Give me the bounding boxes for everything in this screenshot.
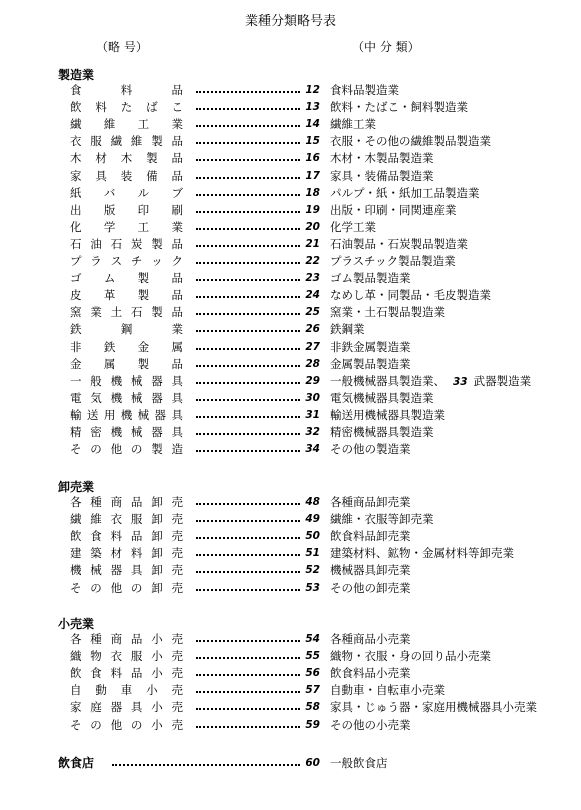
- category-name-text: パルプ・紙・紙加工品製造業: [330, 185, 480, 200]
- category-code: 59: [305, 718, 320, 731]
- table-row: [0, 494, 581, 511]
- table-row: [0, 424, 581, 441]
- category-name: [330, 424, 434, 441]
- category-code: 30: [305, 391, 320, 404]
- leader-dots: [196, 99, 300, 116]
- category-code: 14: [305, 118, 320, 131]
- leader-dots: [196, 682, 300, 699]
- leader-dots: [196, 253, 300, 270]
- category-name-text: 出版・印刷・同関連産業: [330, 202, 457, 217]
- leader-dots: [196, 356, 300, 373]
- category-name-text: その他の小売業: [330, 717, 411, 732]
- abbreviation: 飲 食 料 品 小 売: [70, 666, 183, 681]
- leader-dots: [196, 648, 300, 665]
- category-code: 32: [305, 426, 320, 438]
- table-row: [0, 339, 581, 356]
- category-code: 17: [305, 169, 320, 182]
- category-code: 49: [305, 513, 320, 526]
- category-name-text: 家具・じゅう器・家庭用機械器具小売業: [330, 700, 537, 715]
- abbr-column-header: （略 号）: [96, 40, 148, 54]
- table-row: [0, 511, 581, 528]
- category-name: [330, 287, 491, 304]
- leader-dots: [196, 562, 300, 579]
- leader-dots: [196, 511, 300, 528]
- category-name-text: 非鉄金属製造業: [330, 339, 411, 354]
- abbreviation: 輸 送 用 機 械 器 具: [70, 407, 183, 422]
- abbreviation: 非 鉄 金 属: [70, 339, 183, 354]
- category-name-text: 金属製品製造業: [330, 356, 411, 371]
- abbreviation: 木 材 木 製 品: [70, 151, 183, 166]
- table-row: [0, 116, 581, 133]
- category-name: [330, 321, 365, 338]
- abbreviation: 繊 維 衣 服 卸 売: [70, 512, 183, 527]
- table-row: [0, 82, 581, 99]
- table-row: [0, 545, 581, 562]
- abbreviation: 衣 服 繊 維 製 品: [70, 134, 183, 149]
- table-row: [0, 150, 581, 167]
- leader-dots: [112, 755, 300, 772]
- extra-category-code: 33: [453, 375, 468, 388]
- category-code: 28: [305, 357, 320, 370]
- leader-dots: [196, 545, 300, 562]
- leader-dots: [196, 494, 300, 511]
- category-name: [330, 82, 399, 99]
- category-name-text: 機械器具卸売業: [330, 563, 411, 578]
- leader-dots: [196, 717, 300, 734]
- abbreviation: 一 般 機 械 器 具: [70, 373, 183, 388]
- category-code: 26: [305, 323, 320, 336]
- abbreviation: 精 密 機 械 器 具: [70, 425, 183, 439]
- category-name: [330, 373, 531, 391]
- abbreviation: 家 庭 器 具 小 売: [70, 700, 183, 715]
- leader-dots: [196, 631, 300, 648]
- category-name: [330, 339, 411, 356]
- category-name: [330, 545, 514, 562]
- category-code: 53: [305, 581, 320, 594]
- category-name: [330, 133, 491, 150]
- category-name-text: 繊維工業: [330, 117, 376, 132]
- category-name: [330, 185, 480, 202]
- leader-dots: [196, 528, 300, 545]
- leader-dots: [196, 580, 300, 597]
- section-title: 小売業: [58, 617, 95, 631]
- table-row: [0, 270, 581, 287]
- table-row: [0, 253, 581, 270]
- category-code: 60: [305, 757, 320, 769]
- category-name-text: 家具・装備品製造業: [330, 168, 434, 183]
- category-code: 51: [305, 547, 320, 560]
- category-name-text: プラスチック製品製造業: [330, 254, 456, 268]
- category-code: 18: [305, 186, 320, 199]
- category-name-text: その他の製造業: [330, 442, 411, 457]
- category-name: [330, 150, 434, 167]
- category-code: 34: [305, 443, 320, 456]
- category-code: 31: [305, 408, 320, 421]
- abbreviation: 機 械 器 具 卸 売: [70, 563, 183, 578]
- table-row: [0, 665, 581, 682]
- abbreviation: 化 学 工 業: [70, 219, 183, 234]
- table-row: [0, 321, 581, 338]
- category-name-text: 化学工業: [330, 219, 376, 234]
- abbreviation: 建 築 材 料 卸 売: [70, 546, 183, 561]
- category-name: [330, 390, 434, 407]
- category-name-text: 飲食料品小売業: [330, 666, 411, 681]
- category-code: 57: [305, 684, 320, 697]
- category-name: [330, 270, 411, 287]
- leader-dots: [196, 390, 300, 407]
- category-code: 55: [305, 650, 320, 663]
- abbreviation: 織 物 衣 服 小 売: [70, 649, 183, 664]
- table-row: [0, 373, 581, 390]
- leader-dots: [196, 321, 300, 338]
- leader-dots: [196, 150, 300, 167]
- category-name: [330, 494, 411, 511]
- table-row: [0, 356, 581, 373]
- leader-dots: [196, 133, 300, 150]
- category-code: 21: [305, 237, 320, 250]
- category-name: [330, 441, 411, 458]
- abbreviation: 出 版 印 刷: [70, 202, 183, 217]
- category-code: 52: [305, 564, 320, 577]
- category-name: [330, 699, 537, 716]
- abbreviation: そ の 他 の 製 造: [70, 442, 183, 457]
- table-row: [0, 236, 581, 253]
- abbreviation: 飲 料 た ば こ: [70, 100, 183, 115]
- category-name-text: 精密機械器具製造業: [330, 425, 434, 439]
- page-title: 業種分類略号表: [244, 14, 336, 29]
- section-title: 卸売業: [58, 480, 95, 494]
- category-name: [330, 511, 434, 528]
- category-name-text: 石油製品・石炭製品製造業: [330, 236, 468, 251]
- category-name: [330, 304, 445, 321]
- leader-dots: [196, 287, 300, 304]
- category-code: 19: [305, 203, 320, 216]
- table-row: [0, 185, 581, 202]
- leader-dots: [196, 168, 300, 185]
- abbreviation: 皮 革 製 品: [70, 288, 183, 303]
- abbreviation: 飲 食 料 品 卸 売: [70, 529, 183, 544]
- table-row: [0, 390, 581, 407]
- table-row: [0, 528, 581, 545]
- abbreviation: 紙 バ ル ブ: [70, 185, 183, 200]
- category-name: [330, 168, 434, 185]
- category-name-text: 木材・木製品製造業: [330, 151, 434, 166]
- table-row: [0, 407, 581, 424]
- leader-dots: [196, 699, 300, 716]
- category-code: 56: [305, 667, 320, 680]
- category-code: 13: [305, 101, 320, 114]
- category-name: [330, 407, 445, 424]
- leader-dots: [196, 424, 300, 441]
- abbreviation: 鉄 鋼 業: [70, 322, 183, 337]
- leader-dots: [196, 202, 300, 219]
- abbreviation: プ ラ ス チ ッ ク: [70, 254, 183, 268]
- abbreviation: 各 種 商 品 卸 売: [70, 495, 183, 509]
- category-code: 29: [305, 374, 320, 387]
- table-row: [0, 168, 581, 185]
- table-row: [0, 202, 581, 219]
- category-name: 一般飲食店: [330, 756, 388, 770]
- leader-dots: [196, 304, 300, 321]
- table-row: [0, 133, 581, 150]
- category-name: [330, 99, 468, 116]
- category-name-text: 飲料・たばこ・飼料製造業: [330, 100, 468, 115]
- category-name-text: 繊維・衣服等卸売業: [330, 512, 434, 527]
- leader-dots: [196, 236, 300, 253]
- category-name: [330, 202, 457, 219]
- category-column-header: （中 分 類）: [352, 40, 420, 54]
- abbreviation: 食 料 品: [70, 83, 183, 97]
- category-name: [330, 116, 376, 133]
- category-name-text: 食料品製造業: [330, 83, 399, 97]
- category-code: 54: [305, 633, 320, 645]
- category-name-text: 各種商品卸売業: [330, 495, 411, 509]
- table-row: [0, 699, 581, 716]
- category-name: [330, 562, 411, 579]
- abbreviation: そ の 他 の 卸 売: [70, 580, 183, 595]
- category-code: 50: [305, 530, 320, 543]
- abbreviation: 自 動 車 小 売: [70, 683, 183, 698]
- category-name-text: ゴム製品製造業: [330, 271, 411, 286]
- category-name: [330, 717, 411, 734]
- category-name-text: なめし革・同製品・毛皮製造業: [330, 288, 491, 303]
- category-name-text: 窯業・土石製品製造業: [330, 305, 445, 320]
- abbreviation: ゴ ム 製 品: [70, 271, 183, 286]
- category-name: [330, 580, 411, 597]
- category-name-text: 電気機械器具製造業: [330, 390, 434, 405]
- abbreviation: 石 油 石 炭 製 品: [70, 236, 183, 251]
- leader-dots: [196, 270, 300, 287]
- category-name: [330, 528, 411, 545]
- table-row: [0, 287, 581, 304]
- category-name: [330, 236, 468, 253]
- category-code: 12: [305, 84, 320, 96]
- category-code: 20: [305, 220, 320, 233]
- category-name: [330, 631, 411, 648]
- section-title: 製造業: [58, 68, 95, 82]
- abbreviation: 繊 維 工 業: [70, 117, 183, 132]
- category-name: [330, 356, 411, 373]
- table-row: [0, 755, 581, 772]
- table-row: [0, 682, 581, 699]
- category-name-text: 一般機械器具製造業、: [330, 373, 445, 388]
- category-code: 23: [305, 272, 320, 285]
- category-name-text: 輸送用機械器具製造業: [330, 407, 445, 422]
- section-title: 飲食店: [58, 756, 95, 770]
- table-row: [0, 717, 581, 734]
- category-code: 15: [305, 135, 320, 148]
- category-name-text: 自動車・自転車小売業: [330, 683, 445, 698]
- category-name-text: 衣服・その他の繊維製品製造業: [330, 134, 491, 149]
- table-row: [0, 648, 581, 665]
- extra-category-name: 武器製造業: [473, 373, 532, 388]
- category-code: 58: [305, 701, 320, 714]
- table-row: [0, 631, 581, 648]
- abbreviation: 各 種 商 品 小 売: [70, 632, 183, 646]
- abbreviation: そ の 他 の 小 売: [70, 717, 183, 732]
- category-name-text: 鉄鋼業: [330, 322, 365, 337]
- leader-dots: [196, 116, 300, 133]
- category-code: 27: [305, 340, 320, 353]
- category-name: [330, 219, 376, 236]
- leader-dots: [196, 219, 300, 236]
- table-row: [0, 580, 581, 597]
- category-name-text: その他の卸売業: [330, 580, 411, 595]
- abbreviation: 電 気 機 械 器 具: [70, 390, 183, 405]
- category-name-text: 各種商品小売業: [330, 632, 411, 646]
- abbreviation: 家 具 装 備 品: [70, 168, 183, 183]
- table-row: [0, 304, 581, 321]
- table-row: [0, 99, 581, 116]
- leader-dots: [196, 441, 300, 458]
- category-name: [330, 665, 411, 682]
- category-name-text: 織物・衣服・身の回り品小売業: [330, 649, 491, 664]
- leader-dots: [196, 185, 300, 202]
- leader-dots: [196, 373, 300, 390]
- category-name: [330, 648, 491, 665]
- category-code: 16: [305, 152, 320, 165]
- table-row: [0, 219, 581, 236]
- table-row: [0, 441, 581, 458]
- leader-dots: [196, 665, 300, 682]
- category-name-text: 飲食料品卸売業: [330, 529, 411, 544]
- category-code: 25: [305, 306, 320, 319]
- leader-dots: [196, 82, 300, 99]
- category-name-text: 建築材料、鉱物・金属材料等卸売業: [330, 546, 514, 561]
- category-code: 22: [305, 255, 320, 267]
- abbreviation: 金 属 製 品: [70, 356, 183, 371]
- category-name: [330, 682, 445, 699]
- category-name: [330, 253, 456, 270]
- abbreviation: 窯 業 土 石 製 品: [70, 305, 183, 320]
- table-row: [0, 562, 581, 579]
- leader-dots: [196, 407, 300, 424]
- category-code: 24: [305, 289, 320, 302]
- category-code: 48: [305, 496, 320, 508]
- leader-dots: [196, 339, 300, 356]
